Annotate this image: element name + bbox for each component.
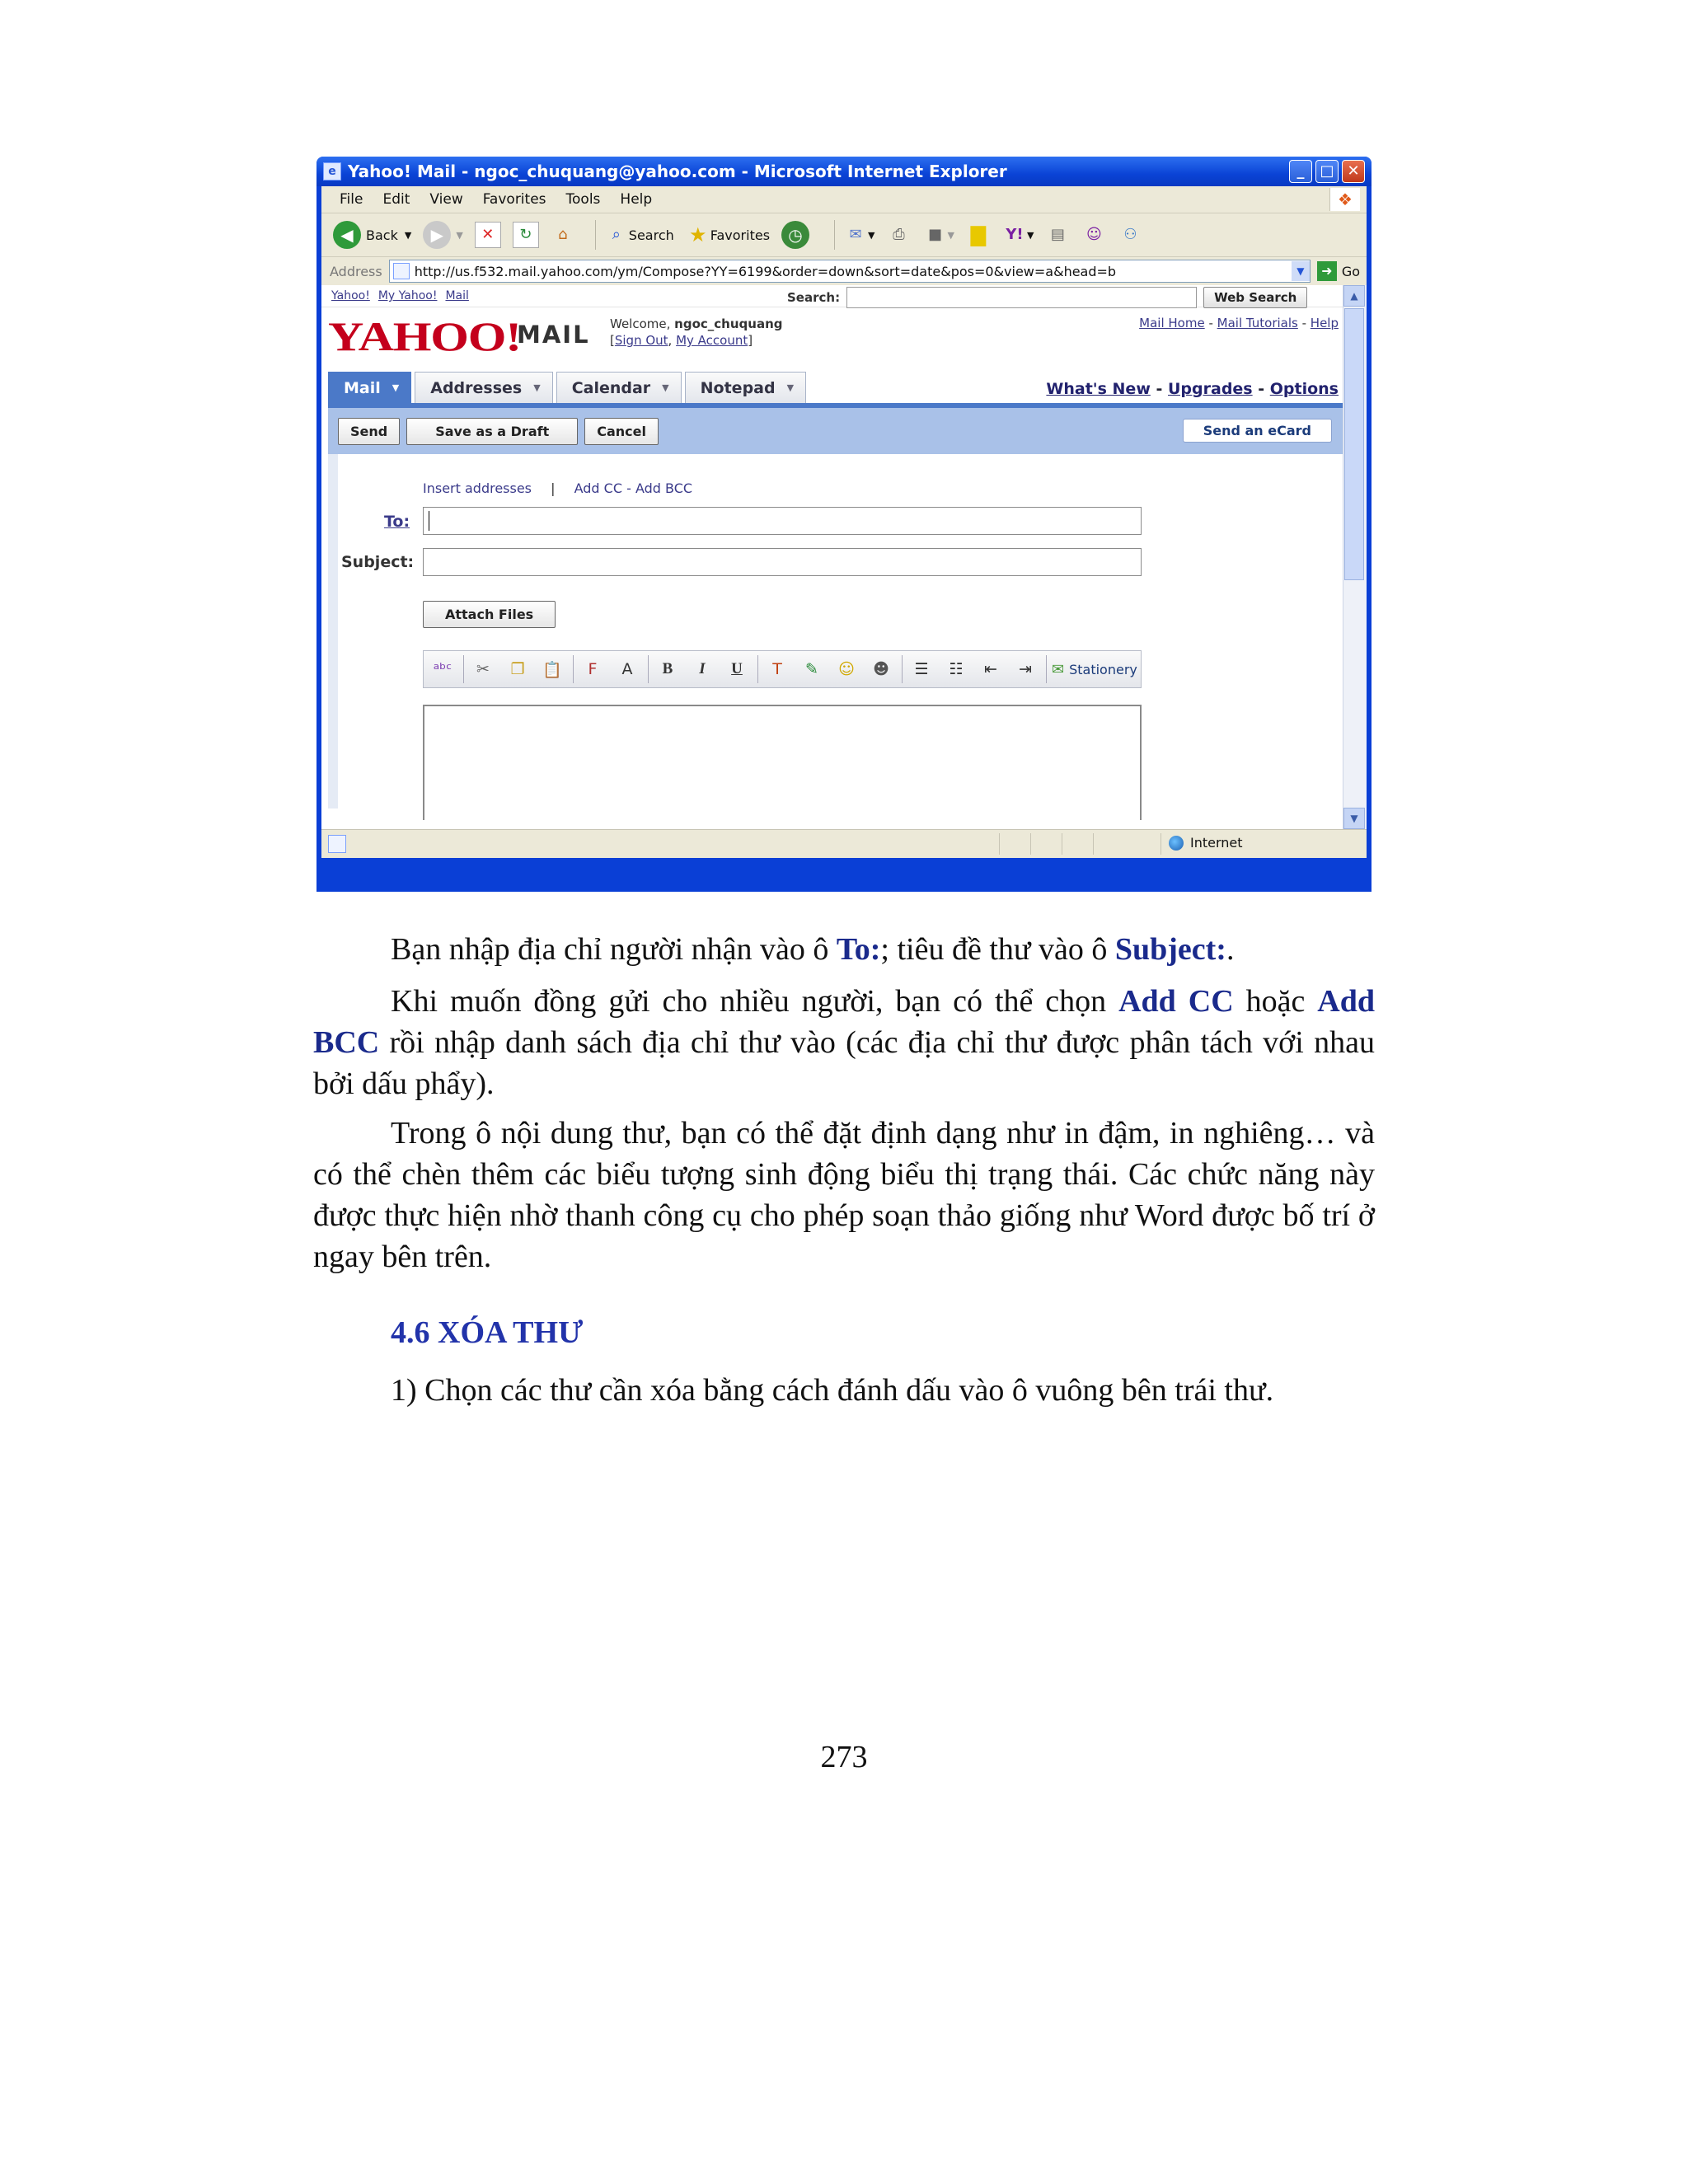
- chevron-down-icon[interactable]: ▼: [533, 382, 541, 393]
- stop-button[interactable]: [475, 222, 501, 248]
- p2-text: hoặc: [1233, 984, 1318, 1019]
- browser-chrome: [321, 186, 1367, 285]
- toolbar-divider: [595, 220, 596, 250]
- security-zone: [1169, 835, 1243, 851]
- web-search-button[interactable]: Web Search: [1203, 287, 1307, 308]
- page-number: 273: [820, 1740, 868, 1774]
- whats-new-link[interactable]: What's New: [1046, 380, 1151, 398]
- menu-edit[interactable]: Edit: [382, 191, 410, 208]
- p1-to-term: To:: [836, 932, 881, 967]
- link-mail[interactable]: Mail: [445, 289, 469, 302]
- toolbar-divider: [757, 655, 758, 683]
- p1-subject-term: Subject:: [1114, 932, 1226, 967]
- tab-notepad[interactable]: [685, 372, 806, 403]
- mail-tutorials-link[interactable]: Mail Tutorials: [1217, 316, 1298, 330]
- title-bar: [316, 157, 1372, 186]
- back-button[interactable]: [333, 221, 411, 249]
- tab-mail[interactable]: [328, 372, 411, 403]
- scroll-down-icon[interactable]: ▼: [1343, 808, 1365, 829]
- yahoo-brand-header: [321, 307, 1343, 368]
- font-icon[interactable]: F: [588, 660, 598, 678]
- mail-home-link[interactable]: Mail Home: [1139, 316, 1205, 330]
- search-icon: ⌕: [612, 226, 621, 243]
- options-link[interactable]: Options: [1269, 380, 1339, 398]
- chevron-down-icon: ▼: [868, 229, 875, 241]
- font-size-icon[interactable]: A: [621, 660, 633, 678]
- header-links: Mail Home - Mail Tutorials - Help: [1139, 316, 1339, 330]
- p2-text: Khi muốn đồng gửi cho nhiều người, bạn có thể chọn: [391, 984, 1119, 1019]
- p1-text: Bạn nhập địa chỉ người nhận vào ô: [391, 932, 837, 967]
- cancel-button[interactable]: Cancel: [584, 418, 659, 445]
- favorites-button[interactable]: [686, 223, 770, 247]
- refresh-button[interactable]: [513, 222, 539, 248]
- close-button[interactable]: ✕: [1342, 160, 1365, 183]
- address-bar: [321, 257, 1367, 285]
- chevron-down-icon: ▼: [456, 229, 463, 241]
- back-arrow-icon: ◀: [333, 221, 361, 249]
- forward-arrow-icon: ▶: [423, 221, 451, 249]
- mail-icon: ✉: [849, 226, 862, 243]
- toolbar-divider: [834, 220, 835, 250]
- stationery-icon: ✉: [1052, 660, 1065, 678]
- address-label: Address: [330, 263, 382, 279]
- chevron-down-icon[interactable]: ▼: [1292, 261, 1310, 281]
- chevron-down-icon: ▼: [947, 229, 954, 241]
- add-cc-bcc-link[interactable]: Add CC - Add BCC: [574, 480, 693, 496]
- tab-label: Calendar: [571, 378, 651, 397]
- ie-page-icon: e: [323, 162, 341, 180]
- welcome-block: Welcome, ngoc_chuquang [Sign Out, My Account]: [610, 316, 783, 348]
- messenger-icon: ☺: [1086, 226, 1102, 243]
- menu-bar: [321, 186, 1367, 213]
- link-my-yahoo[interactable]: My Yahoo!: [377, 289, 438, 302]
- tab-label: Addresses: [430, 378, 523, 397]
- page-viewport: [321, 285, 1367, 829]
- indent-icon[interactable]: ⇥: [1019, 660, 1032, 678]
- print-button[interactable]: [887, 223, 912, 247]
- yahoo-logo[interactable]: YAHOO!: [328, 313, 521, 359]
- search-button[interactable]: [604, 223, 674, 247]
- research-button[interactable]: [1045, 223, 1070, 247]
- page-icon: [393, 263, 410, 279]
- link-yahoo[interactable]: Yahoo!: [331, 289, 370, 302]
- browser-window: [316, 157, 1372, 892]
- italic-icon[interactable]: I: [699, 660, 706, 677]
- upgrades-link[interactable]: Upgrades: [1168, 380, 1253, 398]
- p1-text: .: [1226, 932, 1235, 967]
- mail-tabs: [328, 368, 1343, 408]
- go-arrow-icon: ➜: [1317, 261, 1337, 281]
- search-input[interactable]: [846, 287, 1197, 308]
- underline-icon[interactable]: U: [731, 660, 743, 677]
- history-button[interactable]: [781, 221, 814, 249]
- toolbar-divider: [573, 655, 574, 683]
- window-title: Yahoo! Mail - ngoc_chuquang@yahoo.com - Microsoft Internet Explorer: [348, 162, 1007, 181]
- tab-addresses[interactable]: [415, 372, 552, 403]
- yahoo-toolbar-button[interactable]: [1002, 223, 1034, 247]
- toolbar-divider: [463, 655, 464, 683]
- message-body-editor[interactable]: [423, 705, 1142, 820]
- address-input[interactable]: [389, 260, 1311, 283]
- mail-logo-text: MAIL: [517, 321, 590, 349]
- note-icon: ▇: [970, 223, 987, 246]
- chevron-down-icon: ▼: [404, 229, 412, 241]
- vertical-scrollbar[interactable]: [1343, 285, 1367, 829]
- paragraph-3: Trong ô nội dung thư, bạn có thể đặt định dạng như in đậm, in nghiêng… và có thể chèn thêm các biểu tượng sinh động biểu thị trạng thái. Các chức năng này được thực hiện nhờ thanh công cụ cho phép soạn thảo giống như Word được bố trí ở ngay bên trên.: [313, 1116, 1375, 1274]
- globe-icon: [1169, 836, 1184, 851]
- stop-icon: ✕: [475, 222, 501, 248]
- maximize-button[interactable]: □: [1315, 160, 1339, 183]
- tab-label: Mail: [344, 378, 381, 397]
- menu-tools[interactable]: Tools: [565, 191, 601, 208]
- save-draft-button[interactable]: Save as a Draft: [406, 418, 578, 445]
- yahoo-icon: Y!: [1006, 226, 1024, 243]
- paste-icon[interactable]: 📋: [542, 660, 562, 679]
- stationery-button[interactable]: [1052, 661, 1137, 678]
- toolbar-divider: [1046, 655, 1047, 683]
- insert-addresses-link[interactable]: Insert addresses: [423, 480, 532, 496]
- page-status-icon: [328, 835, 346, 853]
- outdent-icon[interactable]: ⇤: [984, 660, 997, 678]
- status-bar: [321, 829, 1367, 858]
- windows-logo-icon: ❖: [1329, 188, 1360, 211]
- link-separator: |: [551, 480, 556, 496]
- star-icon: ★: [688, 223, 707, 246]
- browser-toolbar: [321, 213, 1367, 257]
- welcome-text: Welcome,: [610, 316, 671, 331]
- text-color-icon[interactable]: T: [772, 660, 782, 678]
- zone-label: Internet: [1190, 835, 1243, 851]
- compose-form: [328, 454, 1343, 808]
- status-cell: [1093, 833, 1094, 855]
- web-search: [787, 287, 1307, 308]
- print-icon: ⎙: [893, 226, 905, 243]
- favorites-label: Favorites: [710, 227, 771, 243]
- to-field[interactable]: [423, 507, 1142, 535]
- formatting-toolbar: [423, 650, 1142, 688]
- p2-add-bcc-term: Add BCC: [313, 984, 1375, 1060]
- go-label: Go: [1341, 263, 1360, 279]
- username: ngoc_chuquang: [674, 316, 783, 331]
- home-button[interactable]: [551, 223, 575, 247]
- paragraph-2: [313, 981, 1375, 1104]
- tab-links: What's New - Upgrades - Options: [1046, 380, 1339, 398]
- edit-button[interactable]: [923, 223, 954, 247]
- search-label: Search:: [787, 290, 841, 305]
- to-label-link[interactable]: To:: [384, 513, 410, 531]
- p1-text: ; tiêu đề thư vào ô: [880, 932, 1115, 967]
- search-label: Search: [628, 227, 674, 243]
- status-cell: [1030, 833, 1031, 855]
- go-button[interactable]: [1317, 261, 1360, 281]
- discuss-button[interactable]: [966, 223, 991, 247]
- spellcheck-icon[interactable]: ᵃᵇᶜ: [433, 660, 452, 678]
- back-label: Back: [366, 227, 398, 243]
- paragraph-1: [391, 929, 1234, 970]
- people-icon: ⚇: [1123, 226, 1137, 243]
- scroll-thumb[interactable]: [1344, 308, 1364, 580]
- subject-label: Subject:: [341, 553, 415, 571]
- refresh-icon: ↻: [513, 222, 539, 248]
- contacts-button[interactable]: [1118, 223, 1142, 247]
- attach-files-button[interactable]: Attach Files: [423, 601, 556, 628]
- scroll-up-icon[interactable]: ▲: [1343, 285, 1365, 307]
- toolbar-divider: [648, 655, 649, 683]
- cut-icon[interactable]: ✂: [476, 660, 490, 678]
- address-links: [423, 480, 692, 496]
- mail-button[interactable]: [843, 223, 874, 247]
- smiley-face-icon[interactable]: ☻: [873, 660, 889, 678]
- align-icon[interactable]: ☰: [914, 660, 929, 678]
- p2-text: rồi nhập danh sách địa chỉ thư vào (các địa chỉ thư được phân tách với nhau bởi dấu phẩy).: [313, 1025, 1375, 1101]
- menu-view[interactable]: View: [429, 191, 463, 208]
- forward-button[interactable]: [423, 221, 462, 249]
- my-account-link[interactable]: My Account: [676, 333, 748, 348]
- sign-out-link[interactable]: Sign Out: [614, 333, 668, 348]
- home-icon: ⌂: [558, 226, 568, 243]
- yahoo-mail-page: [321, 285, 1343, 829]
- highlight-icon[interactable]: ✎: [805, 660, 818, 678]
- status-cell: [999, 833, 1000, 855]
- help-link[interactable]: Help: [1310, 316, 1339, 330]
- p2-add-cc-term: Add CC: [1118, 984, 1234, 1019]
- chevron-down-icon: ▼: [1026, 229, 1034, 241]
- tab-label: Notepad: [700, 378, 776, 397]
- copy-icon[interactable]: ❐: [510, 660, 525, 678]
- subject-field[interactable]: [423, 548, 1142, 576]
- messenger-button[interactable]: [1081, 223, 1106, 247]
- step-1-text: 1) Chọn các thư cần xóa bằng cách đánh dấu vào ô vuông bên trái thư.: [391, 1373, 1274, 1408]
- bullet-list-icon[interactable]: ☷: [949, 660, 964, 678]
- bold-icon[interactable]: B: [662, 660, 673, 677]
- chevron-down-icon[interactable]: ▼: [786, 382, 795, 393]
- history-icon: ◷: [781, 221, 809, 249]
- menu-help[interactable]: Help: [620, 191, 653, 208]
- menu-file[interactable]: File: [340, 191, 363, 208]
- send-button[interactable]: Send: [338, 418, 400, 445]
- yahoo-top-bar: [321, 285, 1343, 307]
- menu-favorites[interactable]: Favorites: [482, 191, 546, 208]
- emoticon-icon[interactable]: ☺: [838, 660, 855, 678]
- compose-action-bar: [328, 408, 1343, 454]
- section-heading: 4.6 XÓA THƯ: [391, 1315, 584, 1350]
- toolbar-divider: [902, 655, 903, 683]
- send-ecard-button[interactable]: Send an eCard: [1183, 419, 1332, 443]
- chevron-down-icon[interactable]: ▼: [392, 382, 400, 393]
- tab-calendar[interactable]: [556, 372, 682, 403]
- address-url: http://us.f532.mail.yahoo.com/ym/Compose?YY=6199&order=down&sort=date&pos=0&view=a&head=b: [414, 263, 1117, 279]
- chevron-down-icon[interactable]: ▼: [662, 382, 669, 393]
- edit-icon: ■: [927, 226, 942, 243]
- stationery-label: Stationery: [1069, 661, 1137, 677]
- minimize-button[interactable]: _: [1289, 160, 1312, 183]
- research-icon: ▤: [1050, 226, 1065, 243]
- form-side-strip: [328, 454, 338, 808]
- status-cell: [1160, 833, 1161, 855]
